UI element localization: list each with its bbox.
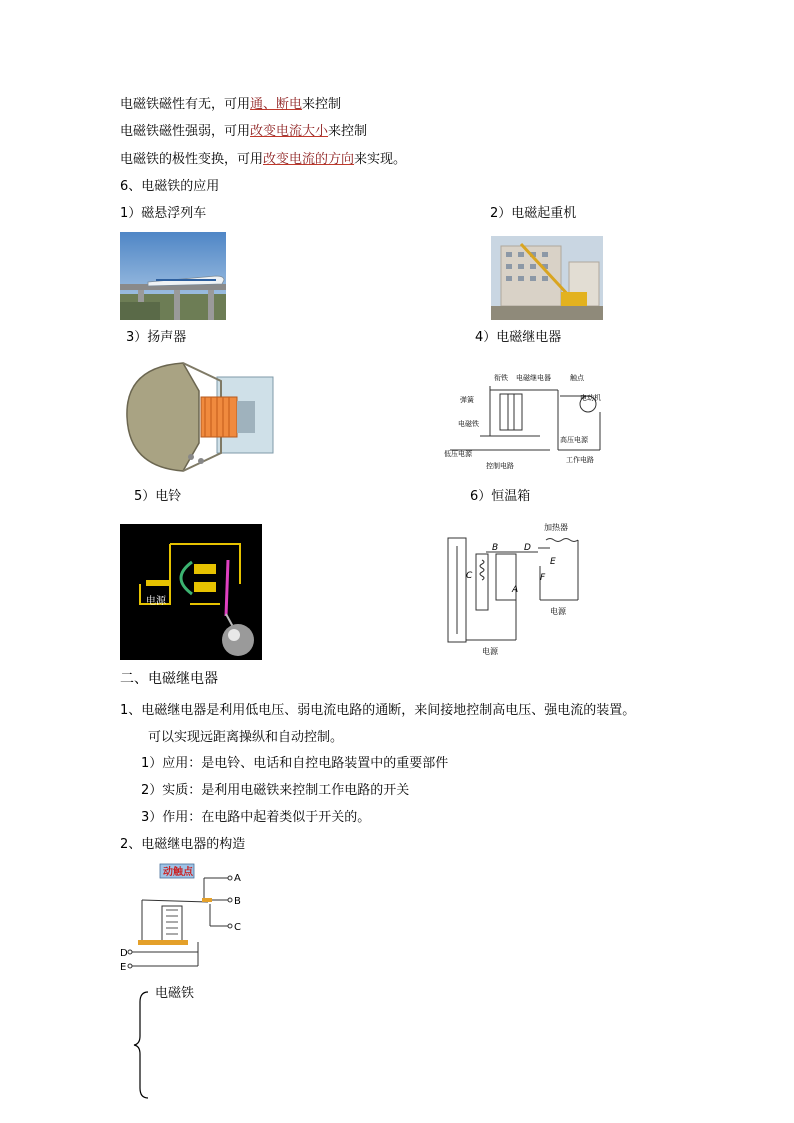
bell-label-power: 电源 bbox=[146, 596, 166, 607]
highlight-text: 改变电流的方向 bbox=[263, 152, 355, 167]
relay-label-low-voltage: 低压电源 bbox=[444, 450, 472, 458]
relay-label-control-circuit: 控制电路 bbox=[486, 462, 514, 470]
loudspeaker-diagram bbox=[121, 357, 277, 477]
electric-bell-diagram bbox=[120, 524, 262, 660]
curly-brace bbox=[132, 990, 152, 1100]
moving-contact-tag: 动触点 bbox=[163, 867, 193, 878]
highlight-text: 通、断电 bbox=[250, 97, 303, 112]
thermostat-diagram bbox=[440, 518, 592, 660]
relay-structure-diagram bbox=[118, 862, 248, 974]
paragraph-relay-definition: 1、电磁继电器是利用低电压、弱电流电路的通断，来间接地控制高电压、强电流的装置。 bbox=[120, 703, 636, 718]
item-label-crane: 2）电磁起重机 bbox=[490, 206, 577, 221]
thermo-label-power-bottom: 电源 bbox=[482, 647, 498, 656]
intro-text: 电磁铁的极性变换，可用 bbox=[120, 152, 264, 167]
intro-text: 来控制 bbox=[328, 124, 368, 139]
relay-function: 3）作用：在电路中起着类似于开关的。 bbox=[141, 810, 371, 825]
relay-label-work-circuit: 工作电路 bbox=[566, 456, 594, 464]
intro-line-2 bbox=[120, 123, 367, 141]
maglev-train-photo bbox=[120, 232, 226, 320]
relay-application: 1）应用：是电铃、电话和自控电路装置中的重要部件 bbox=[141, 756, 449, 771]
relay-label-electromagnet: 电磁铁 bbox=[458, 420, 479, 428]
thermo-label-heater: 加热器 bbox=[544, 523, 568, 532]
item-label-relay: 4）电磁继电器 bbox=[475, 330, 562, 345]
thermo-label-d: D bbox=[524, 543, 531, 553]
intro-line-1 bbox=[120, 96, 341, 114]
relay-schematic bbox=[440, 366, 610, 470]
intro-line-3 bbox=[120, 151, 406, 169]
item-label-maglev: 1）磁悬浮列车 bbox=[120, 206, 207, 221]
terminal-a: A bbox=[234, 873, 241, 884]
terminal-b: B bbox=[234, 896, 241, 907]
intro-text: 来控制 bbox=[302, 97, 342, 112]
intro-text: 电磁铁磁性强弱，可用 bbox=[120, 124, 251, 139]
highlight-text: 改变电流大小 bbox=[250, 124, 329, 139]
thermo-label-a: A bbox=[512, 585, 519, 595]
relay-label-armature: 衔铁 bbox=[494, 374, 508, 382]
section2-title: 二、电磁继电器 bbox=[120, 671, 218, 687]
paragraph-relay-definition-cont: 可以实现远距离操纵和自动控制。 bbox=[148, 730, 344, 745]
relay-label-contact: 触点 bbox=[570, 374, 584, 382]
item-label-speaker: 3）扬声器 bbox=[126, 330, 187, 345]
terminal-d: D bbox=[120, 948, 128, 959]
terminal-e: E bbox=[120, 962, 127, 973]
intro-text: 电磁铁磁性有无，可用 bbox=[120, 97, 251, 112]
relay-label-relay: 电磁继电器 bbox=[516, 374, 551, 382]
relay-structure-title: 2、电磁继电器的构造 bbox=[120, 837, 246, 852]
relay-label-spring: 弹簧 bbox=[460, 396, 474, 404]
relay-label-motor: 电动机 bbox=[580, 394, 601, 402]
item-label-bell: 5）电铃 bbox=[134, 489, 182, 504]
terminal-c: C bbox=[234, 922, 241, 933]
brace-label-electromagnet: 电磁铁 bbox=[155, 986, 195, 1001]
thermo-label-e: E bbox=[550, 557, 556, 567]
relay-essence: 2）实质：是利用电磁铁来控制工作电路的开关 bbox=[141, 783, 410, 798]
section6-title: 6、电磁铁的应用 bbox=[120, 179, 220, 194]
thermo-label-f: F bbox=[540, 573, 546, 583]
item-label-thermostat: 6）恒温箱 bbox=[470, 489, 531, 504]
thermo-label-c: C bbox=[466, 571, 473, 581]
electromagnetic-crane-photo bbox=[491, 236, 603, 320]
thermo-label-power-right: 电源 bbox=[550, 607, 566, 616]
relay-label-high-voltage: 高压电源 bbox=[560, 436, 588, 444]
thermo-label-b: B bbox=[492, 543, 499, 553]
intro-text: 来实现。 bbox=[354, 152, 407, 167]
